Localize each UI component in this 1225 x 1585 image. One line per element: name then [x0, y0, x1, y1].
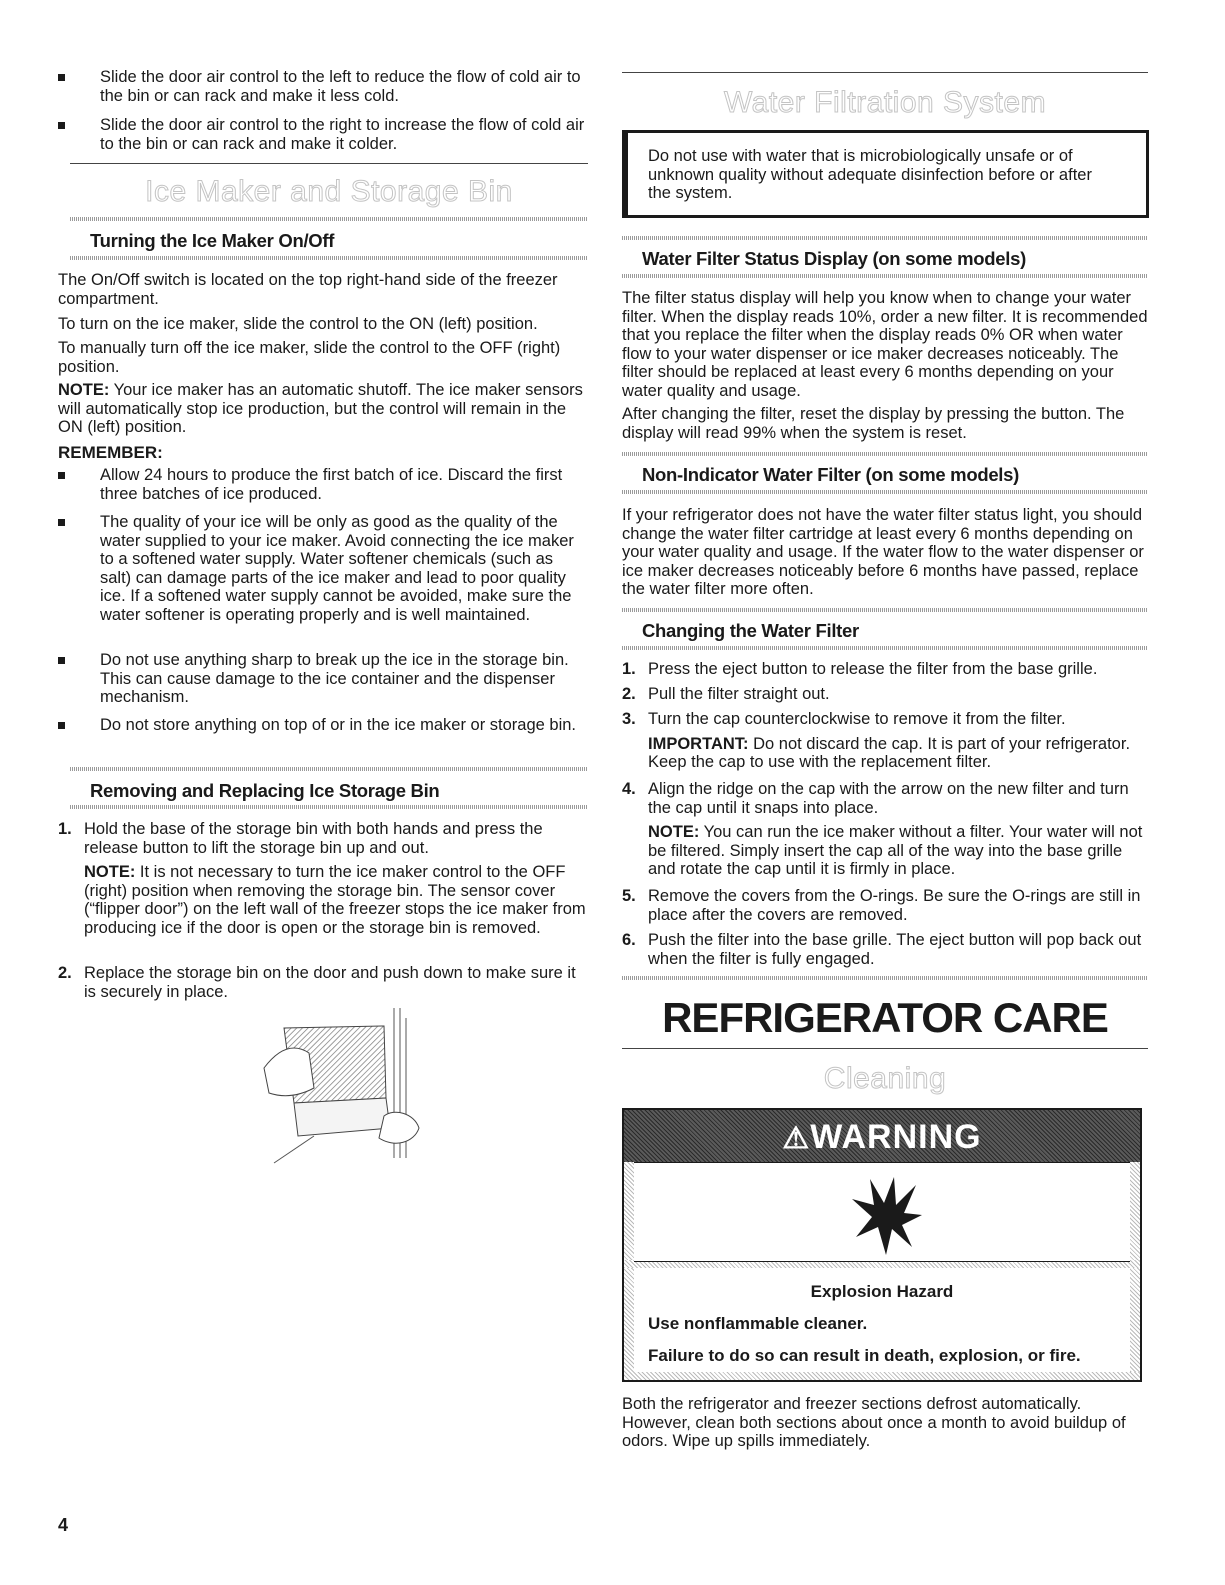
- ice-bin-illustration: [254, 1008, 424, 1168]
- refrigerator-care-heading: REFRIGERATOR CARE: [662, 994, 1108, 1041]
- numbered-step: 5. Remove the covers from the O-rings. Be sure the O-rings are still in place after the covers are removed.: [622, 887, 1148, 927]
- divider: [622, 976, 1148, 980]
- numbered-step: 2. Replace the storage bin on the door and push down to make sure it is securely in place.: [58, 964, 588, 1004]
- divider: [622, 236, 1148, 240]
- numbered-step: 4. Align the ridge on the cap with the arrow on the new filter and turn the cap until it snaps into place. NOTE: You can run the ice maker without a filter. Your water will not be filtered. Simply insert the cap all of the way into the base grille and rotate the cap until it is firmly in place.: [622, 780, 1148, 890]
- note-paragraph: IMPORTANT: Do not discard the cap. It is part of your refrigerator. Keep the cap to use with the replacement filter.: [648, 734, 1131, 772]
- warning-header-bar: [624, 1110, 1140, 1162]
- section-title-cleaning: Cleaning: [823, 1062, 947, 1095]
- paragraph: After changing the filter, reset the display by pressing the button. The display will read 99% when the system is reset.: [622, 405, 1125, 442]
- subsection-title: Changing the Water Filter: [642, 620, 859, 641]
- paragraph: To turn on the ice maker, slide the control to the ON (left) position.: [58, 315, 538, 333]
- border-hatch: [624, 1162, 634, 1380]
- list-item: Do not use anything sharp to break up the ice in the storage bin. This can cause damage to the ice container and the dispenser mechanism.: [58, 651, 588, 709]
- paragraph: The On/Off switch is located on the top right-hand side of the freezer compartment.: [58, 271, 558, 308]
- step-text: Replace the storage bin on the door and push down to make sure it is securely in place.: [84, 964, 576, 1001]
- warning-note-text: Do not use with water that is microbiologically unsafe or of unknown quality without adequate disinfection before or after the system.: [648, 147, 1092, 203]
- paragraph: Both the refrigerator and freezer sections defrost automatically. However, clean both sections about once a month to avoid buildup of odors. Wipe up spills immediately.: [622, 1395, 1126, 1451]
- hazard-line: Use nonflammable cleaner.: [648, 1314, 868, 1333]
- bullet-icon: [58, 122, 65, 129]
- divider: [70, 217, 588, 221]
- numbered-step: 3. Turn the cap counterclockwise to remove it from the filter. IMPORTANT: Do not discard the cap. It is part of your refrigerator. Keep the cap to use with the replacement filter.: [622, 710, 1148, 772]
- subsection-title: Non-Indicator Water Filter (on some models): [642, 464, 1020, 485]
- list-item: Allow 24 hours to produce the first batch of ice. Discard the first three batches of ice produced.: [58, 466, 588, 506]
- divider: [622, 274, 1148, 278]
- hazard-line: Failure to do so can result in death, explosion, or fire.: [648, 1346, 1081, 1365]
- note-paragraph: [58, 381, 588, 437]
- warning-box: [622, 1108, 1142, 1382]
- warning-triangle-icon: ⚠: [782, 1122, 811, 1155]
- explosion-icon: [850, 1177, 922, 1255]
- numbered-step: 2. Pull the filter straight out.: [622, 685, 1148, 705]
- list-item: Slide the door air control to the right to increase the flow of cold air to the bin or can rack and make it colder.: [58, 116, 588, 156]
- subsection-title: Water Filter Status Display (on some models): [642, 248, 1026, 269]
- subsection-title: Removing and Replacing Ice Storage Bin: [90, 780, 440, 801]
- numbered-step: 1. Hold the base of the storage bin with both hands and press the release button to lift the storage bin up and out. NOTE: It is not necessary to turn the ice maker control to the OFF (right) position when removing the storage bin. The sensor cover (“flipper door”) on the left wall of the freezer stops the ice maker from producing ice if the door is open or the storage bin is removed.: [58, 820, 588, 960]
- divider: [70, 163, 588, 164]
- divider: [622, 646, 1148, 650]
- list-item: Do not store anything on top of or in the ice maker or storage bin.: [58, 716, 588, 756]
- border-hatch: [1130, 1162, 1140, 1380]
- divider: [70, 767, 588, 771]
- bullet-icon: [58, 657, 65, 664]
- bullet-icon: [58, 74, 65, 81]
- remember-heading: REMEMBER:: [58, 443, 163, 462]
- divider: [70, 256, 588, 260]
- subsection-title: Turning the Ice Maker On/Off: [90, 230, 335, 251]
- hazard-text-panel: [634, 1268, 1130, 1372]
- bullet-icon: [58, 472, 65, 479]
- paragraph: The filter status display will help you know when to change your water filter. When the display reads 10%, order a new filter. It is recommended that you replace the filter when the display reads 0% OR when water flow to your water dispenser or ice maker decreases noticeably. The filter should be replaced at least every 6 months depending on your water quality and usage.: [622, 289, 1148, 400]
- numbered-step: 6. Push the filter into the base grille. The eject button will pop back out when the filter is fully engaged.: [622, 931, 1148, 971]
- divider: [622, 490, 1148, 494]
- bullet-icon: [58, 722, 65, 729]
- divider: [622, 72, 1148, 73]
- divider: [622, 452, 1148, 456]
- step-text: Hold the base of the storage bin with both hands and press the release button to lift the storage bin up and out.: [84, 820, 543, 857]
- step-text: Push the filter into the base grille. The eject button will pop back out when the filter is fully engaged.: [648, 931, 1142, 968]
- section-title-ice-maker: Ice Maker and Storage Bin: [145, 175, 513, 208]
- border-hatch: [624, 1372, 1140, 1380]
- hazard-title: Explosion Hazard: [810, 1282, 954, 1301]
- bullet-icon: [58, 519, 65, 526]
- note-paragraph: NOTE: You can run the ice maker without a filter. Your water will not be filtered. Simply insert the cap all of the way into the base grille and rotate the cap until it is firmly in place.: [648, 823, 1143, 879]
- step-text: Align the ridge on the cap with the arrow on the new filter and turn the cap until it snaps into place.: [648, 780, 1129, 817]
- step-text: Pull the filter straight out.: [648, 685, 830, 703]
- divider: [622, 1048, 1148, 1049]
- divider: [622, 608, 1148, 612]
- step-text: Remove the covers from the O-rings. Be sure the O-rings are still in place after the covers are removed.: [648, 887, 1141, 924]
- list-item: Slide the door air control to the left to reduce the flow of cold air to the bin or can rack and make it less cold.: [58, 68, 588, 108]
- divider: [70, 805, 588, 809]
- section-title-water-filtration: Water Filtration System: [723, 86, 1047, 119]
- note-paragraph: NOTE: It is not necessary to turn the ice maker control to the OFF (right) position when removing the storage bin. The sensor cover (“flipper door”) on the left wall of the freezer stops the ice maker from producing ice if the door is open or the storage bin is removed.: [84, 863, 586, 937]
- hazard-symbol-panel: [634, 1162, 1130, 1262]
- step-text: Press the eject button to release the filter from the base grille.: [648, 660, 1098, 678]
- numbered-step: 1. Press the eject button to release the filter from the base grille.: [622, 660, 1148, 680]
- warning-header: ⚠WARNING: [782, 1118, 982, 1156]
- note-text: Your ice maker has an automatic shutoff. The ice maker sensors will automatically stop ice production, but the control will remain in the ON (left) position.: [58, 381, 583, 437]
- warning-note-box: [622, 130, 1149, 218]
- step-text: Turn the cap counterclockwise to remove it from the filter.: [648, 710, 1066, 728]
- paragraph: If your refrigerator does not have the water filter status light, you should change the water filter cartridge at least every 6 months depending on your water quality and usage. If the water flow to the water dispenser or ice maker decreases noticeably before 6 months have passed, replace the water filter more often.: [622, 506, 1144, 599]
- note-label: NOTE:: [58, 381, 110, 399]
- page-number: 4: [58, 1515, 69, 1535]
- paragraph: To manually turn off the ice maker, slide the control to the OFF (right) position.: [58, 339, 561, 376]
- list-item: The quality of your ice will be only as good as the quality of the water supplied to your ice maker. Avoid connecting the ice maker to a softened water supply. Water softener chemicals (such as salt) can damage parts of the ice maker and lead to poor quality ice. If a softened water supply cannot be avoided, make sure the water softener is operating properly and is well maintained.: [58, 513, 588, 643]
